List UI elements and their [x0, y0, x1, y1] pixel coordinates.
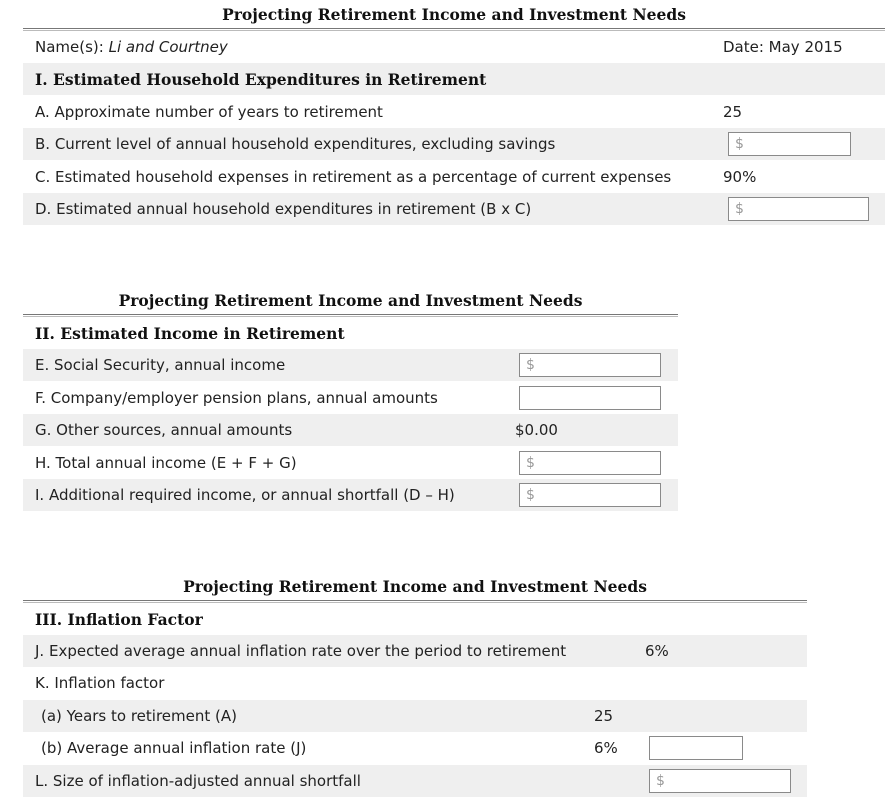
row-l — [23, 765, 807, 797]
section3-header-row — [23, 603, 807, 635]
row-h-input[interactable]: $ — [519, 451, 661, 475]
row-e — [23, 349, 678, 381]
row-a-value: 25 — [723, 103, 743, 121]
section1-header-row — [23, 63, 885, 95]
row-e-label: E. Social Security, annual income — [35, 356, 286, 374]
row-k-b-input[interactable] — [649, 736, 743, 760]
row-k-a — [23, 700, 807, 732]
row-k-a-label: (a) Years to retirement (A) — [41, 707, 237, 725]
section3-title: Projecting Retirement Income and Investment Needs — [183, 577, 647, 596]
section2-header: II. Estimated Income in Retirement — [35, 323, 345, 343]
row-k-a-value: 25 — [594, 707, 614, 725]
row-k-b-value: 6% — [594, 739, 618, 757]
row-b-input[interactable]: $ — [728, 132, 851, 156]
row-l-input[interactable]: $ — [649, 769, 791, 793]
row-h-label: H. Total annual income (E + F + G) — [35, 454, 297, 472]
row-f-input[interactable] — [519, 386, 661, 410]
row-i — [23, 479, 678, 511]
row-d-label: D. Estimated annual household expenditures in retirement (B x C) — [35, 200, 532, 218]
row-d — [23, 193, 885, 225]
row-e-input[interactable]: $ — [519, 353, 661, 377]
row-a — [23, 96, 885, 128]
row-g — [23, 414, 678, 446]
date-text: Date: May 2015 — [723, 38, 843, 56]
row-d-input[interactable]: $ — [728, 197, 869, 221]
section3-header: III. Inflation Factor — [35, 609, 203, 629]
section1-header: I. Estimated Household Expenditures in Retirement — [35, 69, 487, 89]
names-label: Name(s): Li and Courtney — [35, 38, 228, 56]
row-f-label: F. Company/employer pension plans, annual amounts — [35, 389, 438, 407]
row-c-label: C. Estimated household expenses in retirement as a percentage of current expenses — [35, 168, 672, 186]
row-j-label: J. Expected average annual inflation rate over the period to retirement — [35, 642, 567, 660]
row-g-label: G. Other sources, annual amounts — [35, 421, 293, 439]
row-h — [23, 447, 678, 479]
section1-title: Projecting Retirement Income and Investment Needs — [222, 5, 686, 24]
row-i-label: I. Additional required income, or annual shortfall (D – H) — [35, 486, 455, 504]
row-k-b-label: (b) Average annual inflation rate (J) — [41, 739, 307, 757]
row-k — [23, 667, 807, 699]
row-b — [23, 128, 885, 160]
row-c — [23, 161, 885, 193]
row-l-label: L. Size of inflation-adjusted annual shortfall — [35, 772, 361, 790]
row-j — [23, 635, 807, 667]
names-value: Li and Courtney — [108, 38, 228, 56]
section2-header-row — [23, 317, 678, 349]
row-f — [23, 382, 678, 414]
row-b-label: B. Current level of annual household expenditures, excluding savings — [35, 135, 556, 153]
row-g-value: $0.00 — [515, 421, 558, 439]
row-j-value: 6% — [645, 642, 669, 660]
row-i-input[interactable]: $ — [519, 483, 661, 507]
names-row — [23, 31, 885, 63]
row-c-value: 90% — [723, 168, 757, 186]
section2-title: Projecting Retirement Income and Investment Needs — [118, 291, 583, 310]
row-k-b — [23, 732, 807, 764]
row-k-label: K. Inflation factor — [35, 674, 165, 692]
row-a-label: A. Approximate number of years to retirement — [35, 103, 383, 121]
